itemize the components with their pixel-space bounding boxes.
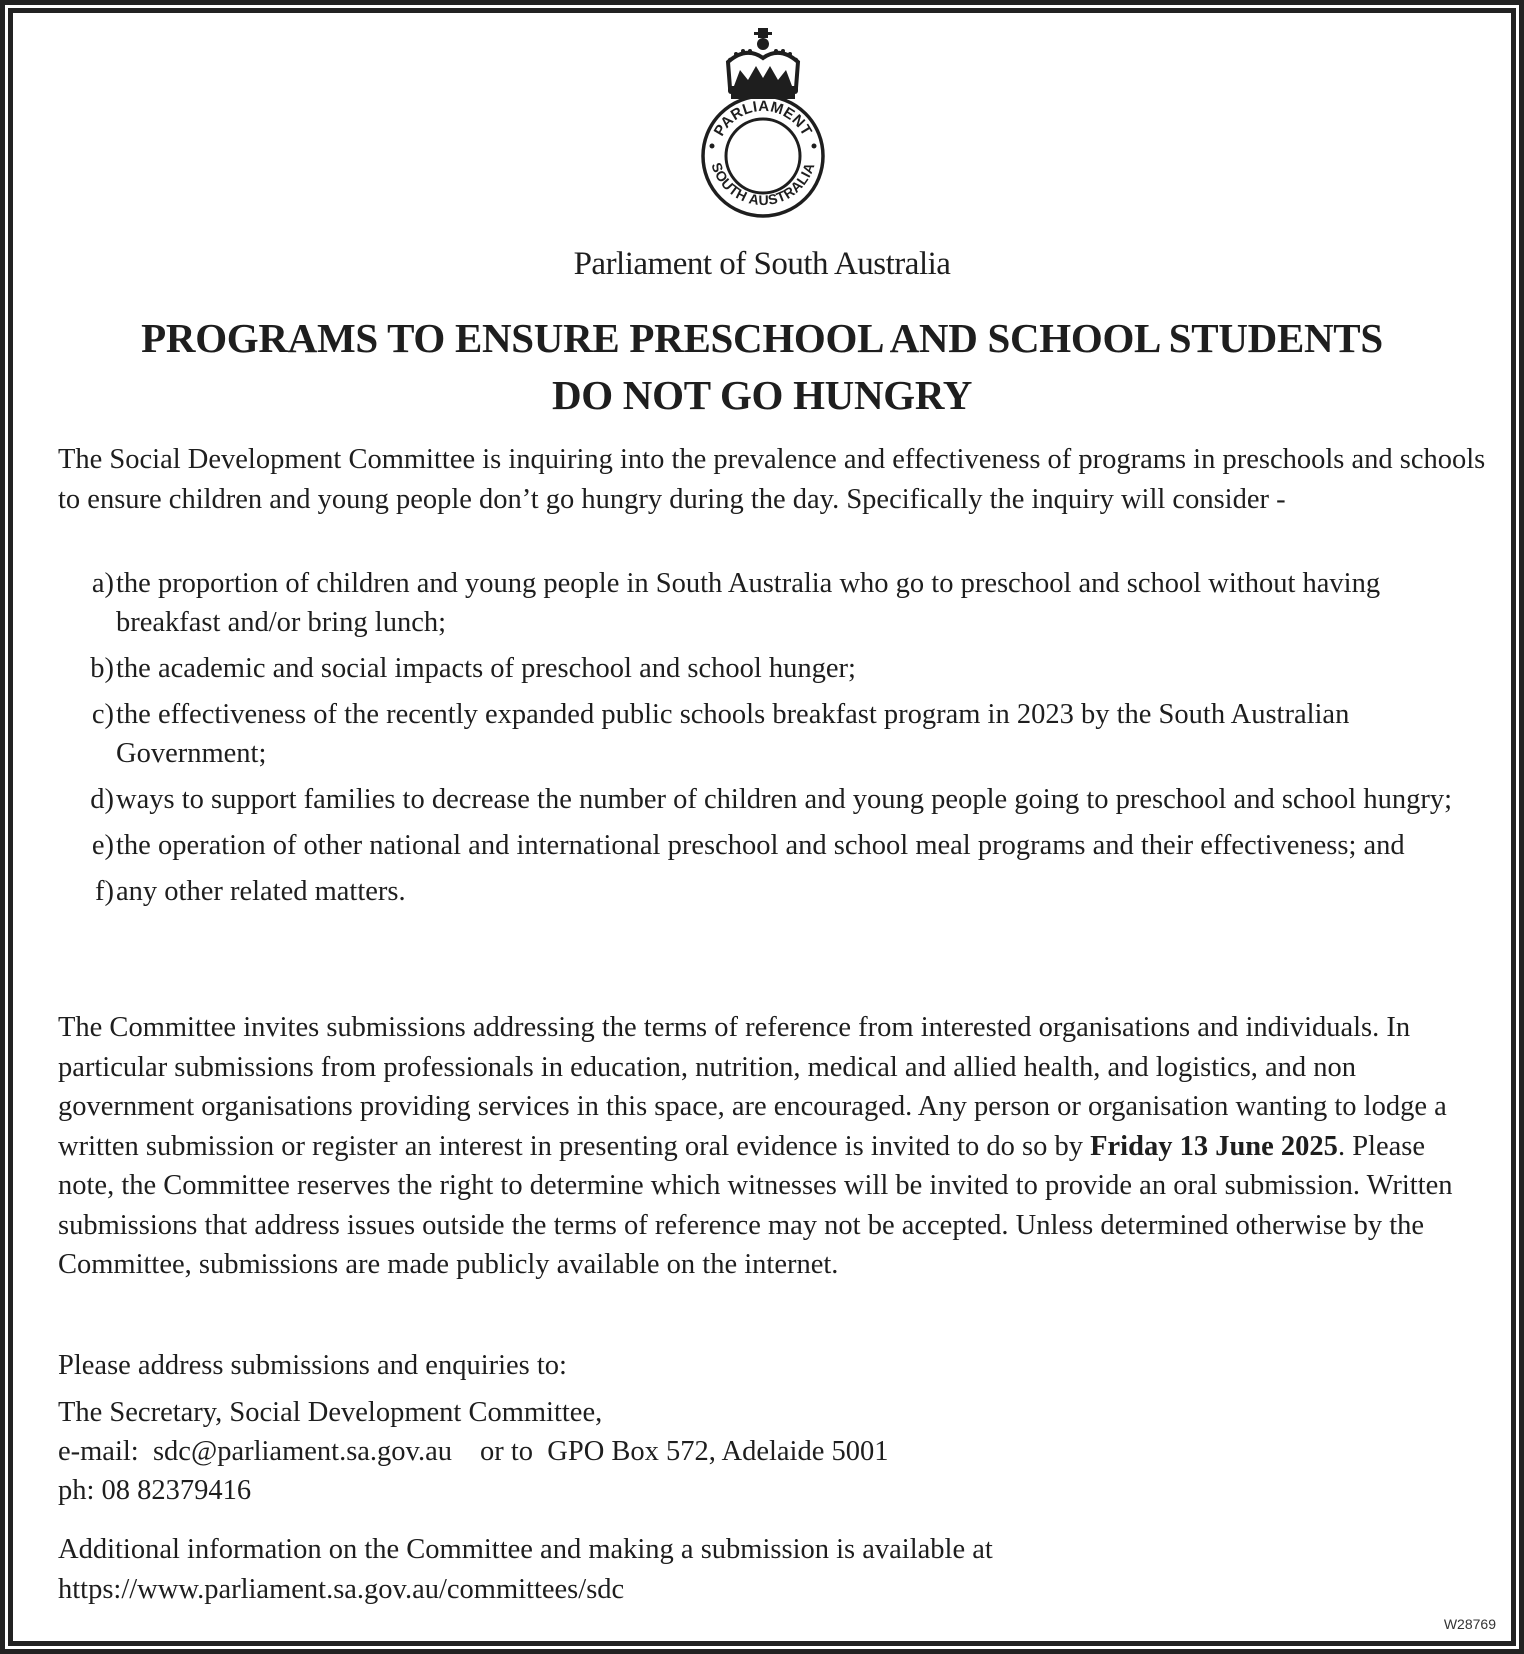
intro-paragraph: The Social Development Committee is inquiring into the prevalence and effectiveness of programs in preschools and schools to ensure children and young people don’t go hungry during the day. Specifically the inquiry will consider -	[58, 444, 1486, 515]
contact-lead: Please address submissions and enquiries to:	[58, 1350, 567, 1381]
list-item: e) the operation of other national and international preschool and school meal programs and their effectiveness; and	[91, 830, 1405, 861]
email-link[interactable]: sdc@parliament.sa.gov.au	[152, 1436, 452, 1467]
list-item: d) ways to support families to decrease the number of children and young people going to preschool and school hungry;	[90, 784, 1453, 815]
contact-block	[58, 1346, 888, 1510]
contact-recipient: The Secretary, Social Development Committee,	[58, 1397, 603, 1428]
list-item: f) any other related matters.	[95, 876, 406, 907]
list-item: b) the academic and social impacts of preschool and school hunger;	[90, 653, 856, 684]
submissions-paragraph: The Committee invites submissions addressing the terms of reference from interested organisations and individuals. In particular submissions from professionals in education, nutrition, medical and allied health, and logistics, and non government organisations providing services in this space, are encouraged. Any person or organisation wanting to lodge a written submission or register an interest in presenting oral evidence is invited to do so by Friday 13 June 2025. Please note, the Committee reserves the right to determine which witnesses will be invited to provide an oral submission. Written submissions that address issues outside the terms of reference may not be accepted. Unless determined otherwise by the Committee, submissions are made publicly available on the internet.	[58, 1012, 1453, 1280]
more-info-text: Additional information on the Committee and making a submission is available at	[58, 1534, 993, 1565]
postal-address: GPO Box 572, Adelaide 5001	[547, 1436, 889, 1467]
notice-title	[0, 310, 1524, 424]
list-item: a) the proportion of children and young people in South Australia who go to preschool and school without having breakfast and/or bring lunch;	[91, 568, 1381, 638]
terms-of-reference-list	[58, 564, 1488, 918]
title-line-1: PROGRAMS TO ENSURE PRESCHOOL AND SCHOOL STUDENTS	[141, 315, 1383, 361]
reference-code: W28769	[1443, 1616, 1496, 1632]
parliament-crest-icon	[688, 24, 838, 224]
committee-url-link[interactable]: https://www.parliament.sa.gov.au/committees/sdc	[58, 1574, 625, 1605]
svg-text:SOUTH AUSTRALIA: SOUTH AUSTRALIA	[708, 160, 818, 209]
svg-text:PARLIAMENT: PARLIAMENT	[710, 97, 816, 140]
contact-email-line: e-mail: sdc@parliament.sa.gov.au or to GPO Box 572, Adelaide 5001	[58, 1436, 889, 1467]
list-item: c) the effectiveness of the recently expanded public schools breakfast program in 2023 by the South Australian Government;	[91, 699, 1350, 769]
contact-phone-line: ph: 08 82379416	[58, 1475, 252, 1506]
organisation-name: Parliament of South Australia	[573, 246, 951, 282]
submission-deadline: Friday 13 June 2025	[1090, 1130, 1338, 1162]
phone-number: 08 82379416	[101, 1475, 252, 1506]
title-line-2: DO NOT GO HUNGRY	[551, 372, 973, 418]
more-info	[58, 1530, 993, 1610]
